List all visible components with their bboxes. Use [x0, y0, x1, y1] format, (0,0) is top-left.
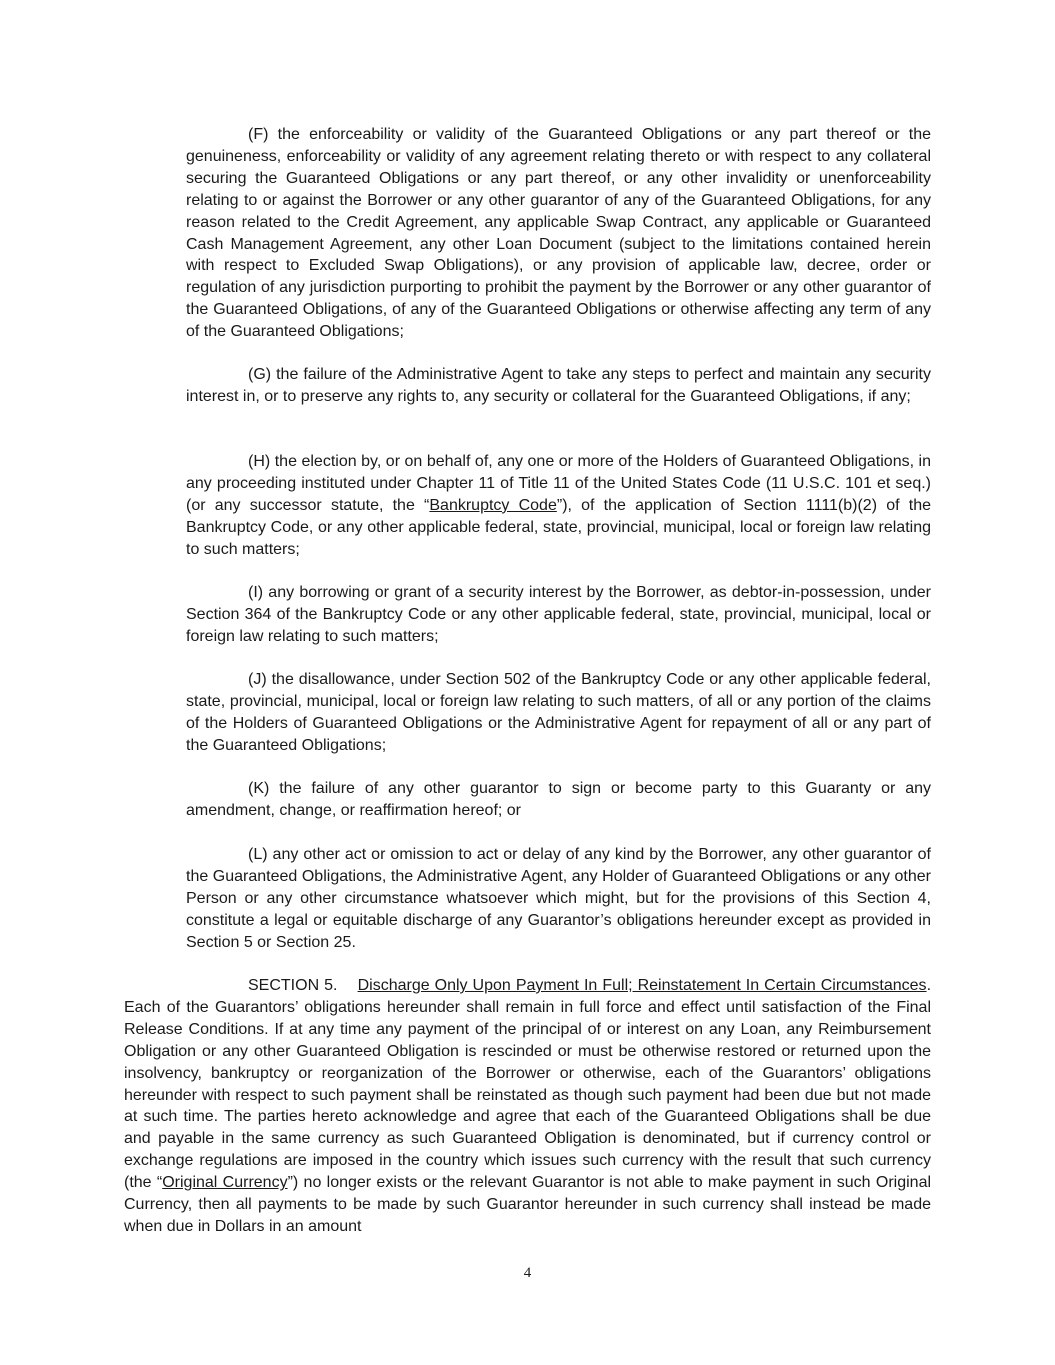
section-5-text-before: . Each of the Guarantors’ obligations hereunder shall remain in full force and effect until satisfaction of the Final Release Conditions. If at any time any payment of the principal of or interest on any Loan, any Reimbursement Obligation or any other Guaranteed Obligation is rescinded or must be otherwise restored or returned upon the insolvency, bankruptcy or reorganization of the Borrower or otherwise, each of the Guarantors’ obligations hereunder with respect to such payment shall be reinstated as though such payment had been due but not made at such time. The parties hereto acknowledge and agree that each of the Guaranteed Obligations shall be due and payable in the same currency as such Guaranteed Obligation is denominated, but if currency control or exchange regulations are imposed in the country which issues such currency with the result that such currency (the “: [124, 977, 932, 1192]
clause-g-text: (G) the failure of the Administrative Agent to take any steps to perfect and maintain any security interest in, or to preserve any rights to, any security or collateral for the Guaranteed Obligations, if any;: [186, 366, 931, 405]
clause-g: [186, 364, 931, 408]
bankruptcy-code-term: Bankruptcy Code: [429, 496, 557, 514]
section-5-text-after: ”) no longer exists or the relevant Guarantor is not able to make payment in such Original Currency, then all payments to be made by such Guarantor hereunder in such currency shall instead be made when due in Dollars in an amount: [124, 1174, 932, 1235]
page-number: 4: [523, 1265, 532, 1281]
clause-l: [186, 844, 931, 954]
section-5-label: SECTION 5.: [248, 977, 338, 994]
clause-i: [186, 582, 931, 648]
clause-k-text: (K) the failure of any other guarantor to sign or become party to this Guaranty or any amendment, change, or reaffirmation hereof; or: [186, 780, 931, 819]
clause-l-text: (L) any other act or omission to act or delay of any kind by the Borrower, any other guarantor of the Guaranteed Obligations, the Administrative Agent, any Holder of Guaranteed Obligations or any other Person or any other circumstance whatsoever which might, but for the provisions of this Section 4, constitute a legal or equitable discharge of any Guarantor’s obligations hereunder except as provided in Section 5 or Section 25.: [186, 846, 931, 951]
clause-h-text-before: (H) the election by, or on behalf of, any one or more of the Holders of Guaranteed Obligations, in any proceeding instituted under Chapter 11 of Title 11 of the United States Code (11 U.S.C. 101 et seq.) (or any successor statute, the “: [186, 453, 931, 514]
clause-f: [186, 124, 931, 343]
clause-k: [186, 778, 931, 822]
clause-j: [186, 669, 931, 757]
clause-h: [186, 451, 931, 561]
original-currency-term: Original Currency: [162, 1174, 288, 1192]
clause-f-text: (F) the enforceability or validity of the Guaranteed Obligations or any part thereof or the genuineness, enforceability or validity of any agreement relating thereto or with respect to any collateral securing the Guaranteed Obligations or any part thereof, or any other invalidity or unenforceability relating to or against the Borrower or any other guarantor of any of the Guaranteed Obligations, for any reason related to the Credit Agreement, any applicable Swap Contract, any applicable or Guaranteed Cash Management Agreement, any other Loan Document (subject to the limitations contained herein with respect to Excluded Swap Obligations), or any provision of applicable law, decree, order or regulation of any jurisdiction purporting to prohibit the payment by the Borrower or any other guarantor of the Guaranteed Obligations, of any of the Guaranteed Obligations or otherwise affecting any term of any of the Guaranteed Obligations;: [186, 126, 931, 341]
clause-i-text: (I) any borrowing or grant of a security interest by the Borrower, as debtor-in-possession, under Section 364 of the Bankruptcy Code or any other applicable federal, state, provincial, municipal, local or foreign law relating to such matters;: [186, 584, 931, 645]
section-5: [124, 975, 931, 1238]
clause-j-text: (J) the disallowance, under Section 502 of the Bankruptcy Code or any other applicable federal, state, provincial, municipal, local or foreign law relating to such matters, of all or any portion of the claims of the Holders of Guaranteed Obligations or the Administrative Agent for repayment of all or any part of the Guaranteed Obligations;: [186, 671, 931, 754]
section-5-heading: Discharge Only Upon Payment In Full; Reinstatement In Certain Circumstances: [357, 977, 927, 994]
clause-h-text-after: ”), of the application of Section 1111(b)(2) of the Bankruptcy Code, or any other applicable federal, state, provincial, municipal, local or foreign law relating to such matters;: [186, 496, 932, 558]
